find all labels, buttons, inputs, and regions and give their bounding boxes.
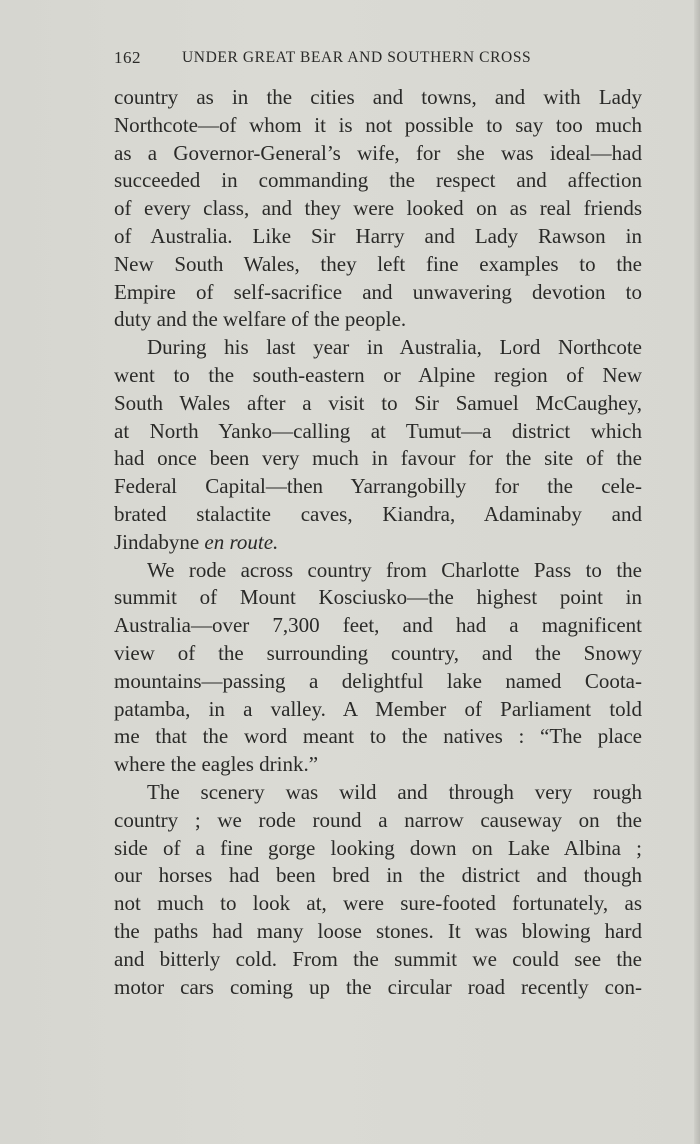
text-line: went to the south-eastern or Alpine region of New: [114, 362, 642, 387]
text-line: Northcote—of whom it is not possible to say too much: [114, 112, 642, 137]
text-line: brated stalactite caves, Kiandra, Adaminaby and: [114, 501, 642, 526]
text-line: country ; we rode round a narrow causeway on the: [114, 807, 642, 832]
page-edge-shadow: [694, 0, 700, 1144]
text-line: Federal Capital—then Yarrangobilly for the cele-: [114, 474, 642, 499]
text-line: motor cars coming up the circular road recently con-: [114, 974, 642, 999]
text-line: South Wales after a visit to Sir Samuel McCaughey,: [114, 390, 642, 415]
text-line: me that the word meant to the natives : “The place: [114, 724, 642, 749]
text-line: where the eagles drink.”: [114, 752, 319, 777]
body-text: [114, 84, 642, 1001]
text-line: at North Yanko—calling at Tumut—a district which: [114, 418, 642, 443]
text-line: the paths had many loose stones. It was blowing hard: [114, 918, 642, 943]
text-line: summit of Mount Kosciusko—the highest point in: [114, 585, 642, 610]
running-header: [114, 48, 644, 72]
text-line: view of the surrounding country, and the Snowy: [114, 640, 642, 665]
text-line: of every class, and they were looked on as real friends: [114, 196, 642, 221]
text-line: mountains—passing a delightful lake named Coota-: [114, 668, 642, 693]
text-line: succeeded in commanding the respect and affection: [114, 168, 642, 193]
text-line: We rode across country from Charlotte Pass to the: [147, 557, 642, 582]
text-line: country as in the cities and towns, and with Lady: [114, 85, 642, 109]
text-line: our horses had been bred in the district and though: [114, 863, 642, 888]
text-line: New South Wales, they left fine examples to the: [114, 251, 642, 276]
text-line: patamba, in a valley. A Member of Parliament told: [114, 696, 642, 721]
page-number: 162: [114, 48, 141, 67]
text-line: During his last year in Australia, Lord Northcote: [147, 335, 642, 360]
text-line: and bitterly cold. From the summit we could see the: [114, 946, 642, 971]
text-line: of Australia. Like Sir Harry and Lady Rawson in: [114, 223, 642, 248]
text-line: Australia—over 7,300 feet, and had a magnificent: [114, 613, 642, 638]
text-line: Empire of self-sacrifice and unwavering devotion to: [114, 279, 642, 304]
text-line: side of a fine gorge looking down on Lake Albina ;: [114, 835, 642, 860]
text-line: duty and the welfare of the people.: [114, 307, 407, 332]
italic-phrase: en route.: [204, 529, 279, 554]
text-line: not much to look at, were sure-footed fortunately, as: [114, 891, 642, 916]
text-line: The scenery was wild and through very rough: [147, 779, 642, 804]
text-line: as a Governor-General’s wife, for she was ideal—had: [114, 140, 642, 165]
text-line: had once been very much in favour for the site of the: [114, 446, 642, 471]
text-line: Jindabyne en route.: [114, 529, 279, 554]
running-title: UNDER GREAT BEAR AND SOUTHERN CROSS: [182, 49, 532, 66]
